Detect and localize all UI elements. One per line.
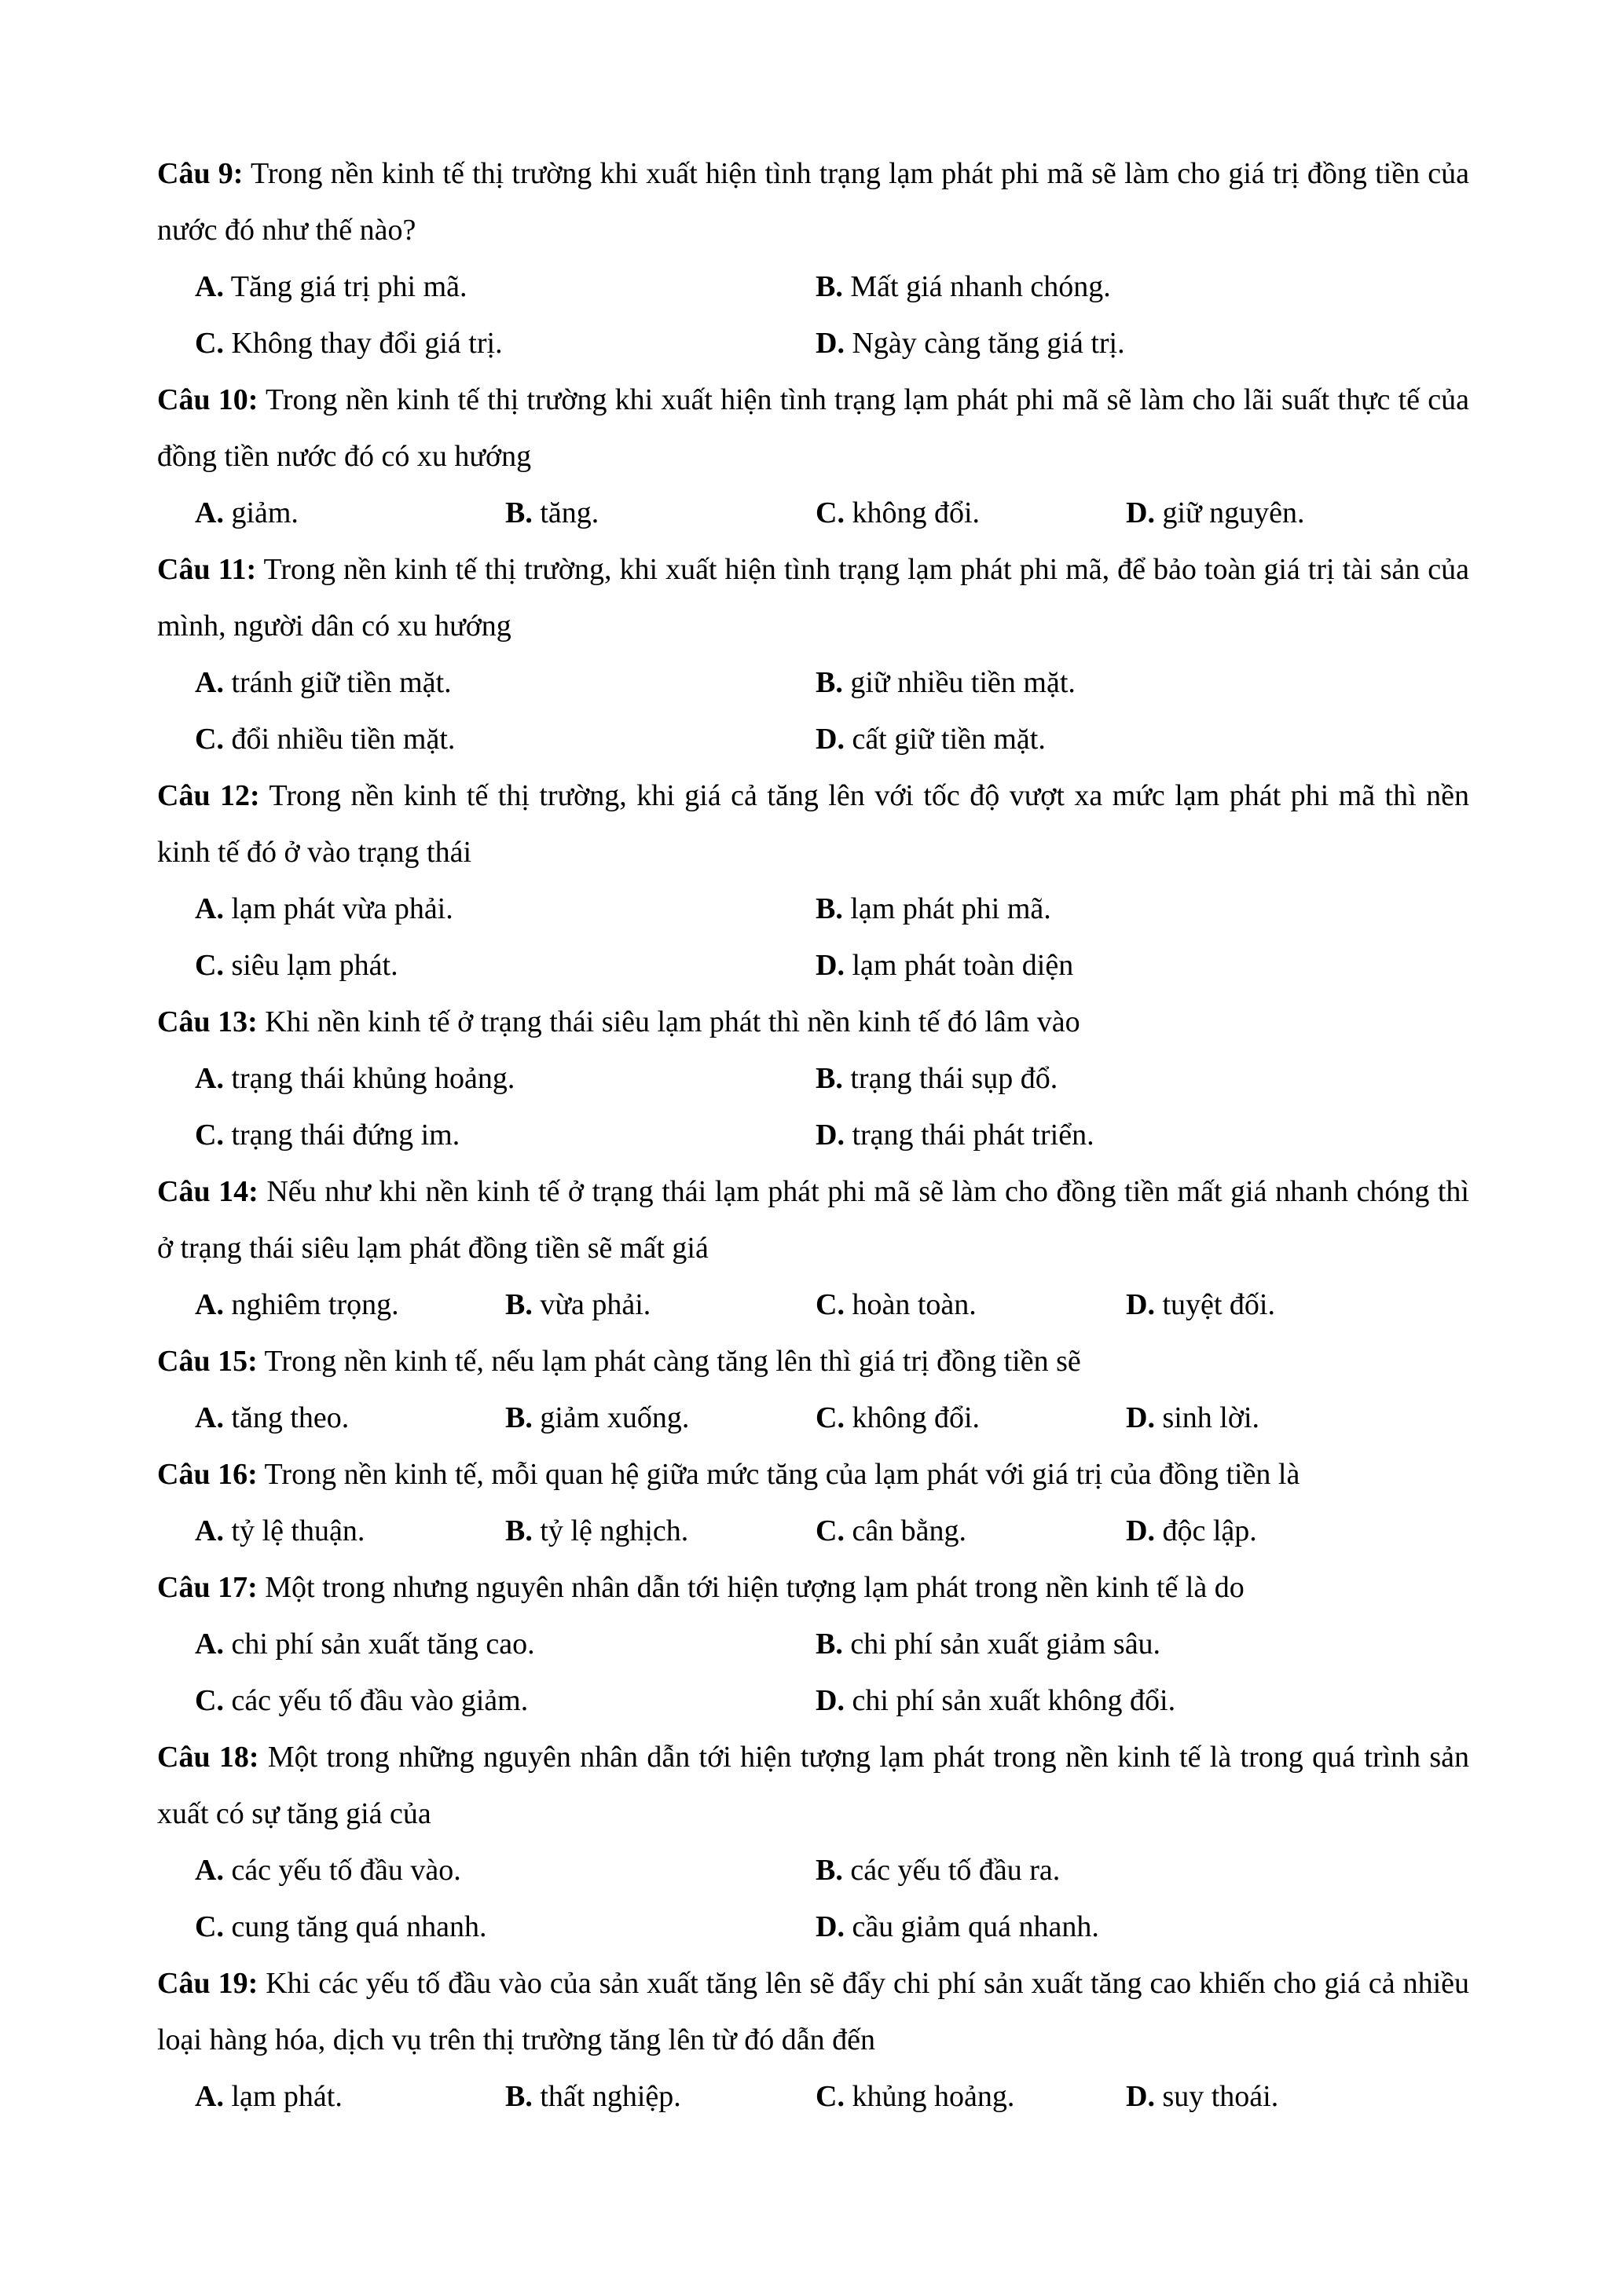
option-text: giảm. (223, 496, 299, 529)
option-letter: D. (1126, 2080, 1155, 2113)
option-text: Tăng giá trị phi mã. (223, 270, 467, 303)
question-text: Trong nền kinh tế, nếu lạm phát càng tăng lên thì giá trị đồng tiền sẽ (257, 1345, 1081, 1378)
question-number: Câu 15: (157, 1345, 258, 1378)
option-text: không đổi. (844, 496, 981, 529)
answer-options (195, 881, 1469, 994)
answer-option (1126, 1276, 1436, 1333)
answer-options (195, 654, 1469, 767)
question-block (157, 1333, 1469, 1446)
option-text: tuyệt đối. (1154, 1288, 1275, 1321)
option-letter: D. (816, 949, 845, 982)
option-text: các yếu tố đầu vào giảm. (223, 1684, 529, 1717)
option-letter: C. (816, 496, 845, 529)
option-text: tăng. (532, 496, 599, 529)
question-block (157, 1955, 1469, 2125)
option-text: trạng thái phát triển. (844, 1119, 1094, 1152)
answer-options (195, 1842, 1469, 1955)
question-text: Khi các yếu tố đầu vào của sản xuất tăng lên sẽ đẩy chi phí sản xuất tăng cao khiến cho giá cả nhiều loại hàng hóa, dịch vụ trên thị trường tăng lên từ đó dẫn đến (157, 1967, 1469, 2056)
option-text: siêu lạm phát. (223, 949, 398, 982)
option-text: thất nghiệp. (532, 2080, 681, 2113)
answer-option (195, 654, 816, 711)
option-letter: B. (505, 1288, 533, 1321)
option-letter: C. (195, 1684, 224, 1717)
option-text: Không thay đổi giá trị. (223, 327, 503, 360)
question-stem (157, 1333, 1469, 1390)
answer-option (195, 711, 816, 767)
question-block (157, 1163, 1469, 1333)
question-text: Trong nền kinh tế thị trường, khi xuất hiện tình trạng lạm phát phi mã, để bảo toàn giá trị tài sản của mình, người dân có xu hướng (157, 553, 1469, 643)
option-text: trạng thái khủng hoảng. (223, 1062, 515, 1095)
question-stem (157, 1729, 1469, 1842)
option-text: cung tăng quá nhanh. (223, 1910, 487, 1943)
answer-options (195, 485, 1469, 541)
option-letter: B. (816, 892, 843, 925)
question-number: Câu 12: (157, 779, 260, 812)
option-text: trạng thái sụp đổ. (842, 1062, 1058, 1095)
option-letter: D. (816, 723, 845, 756)
option-text: suy thoái. (1154, 2080, 1279, 2113)
option-letter: B. (816, 1854, 843, 1887)
answer-option (195, 881, 816, 937)
question-text: Một trong nhưng nguyên nhân dẫn tới hiện tượng lạm phát trong nền kinh tế là do (257, 1571, 1245, 1604)
answer-option (816, 485, 1126, 541)
answer-option (505, 2068, 816, 2125)
answer-option (195, 1842, 816, 1899)
option-letter: A. (195, 2080, 224, 2113)
option-letter: A. (195, 1854, 224, 1887)
answer-option (505, 1276, 816, 1333)
option-text: khủng hoảng. (844, 2080, 1015, 2113)
answer-option (505, 1503, 816, 1559)
answer-option (505, 485, 816, 541)
question-text: Trong nền kinh tế thị trường, khi giá cả tăng lên với tốc độ vượt xa mức lạm phát phi mã thì nền kinh tế đó ở vào trạng thái (157, 779, 1469, 869)
answer-option (816, 315, 1436, 372)
option-text: Mất giá nhanh chóng. (842, 270, 1111, 303)
option-text: giữ nhiều tiền mặt. (842, 666, 1076, 699)
answer-option (1126, 2068, 1436, 2125)
option-text: trạng thái đứng im. (223, 1119, 460, 1152)
question-block (157, 994, 1469, 1163)
option-letter: A. (195, 892, 224, 925)
question-block (157, 767, 1469, 994)
answer-option (816, 654, 1436, 711)
answer-option (195, 1616, 816, 1672)
answer-option (816, 2068, 1126, 2125)
answer-options (195, 1050, 1469, 1163)
question-text: Một trong những nguyên nhân dẫn tới hiện tượng lạm phát trong nền kinh tế là trong quá trình sản xuất có sự tăng giá của (157, 1741, 1470, 1830)
question-stem (157, 767, 1469, 881)
option-letter: C. (816, 1514, 845, 1547)
question-number: Câu 19: (157, 1967, 258, 2000)
option-letter: B. (816, 1062, 843, 1095)
option-letter: A. (195, 1628, 224, 1661)
question-stem (157, 1559, 1469, 1616)
question-stem (157, 541, 1469, 654)
answer-option (1126, 485, 1436, 541)
option-letter: C. (816, 1288, 845, 1321)
answer-options (195, 1616, 1469, 1729)
answer-options (195, 258, 1469, 372)
option-text: giảm xuống. (532, 1401, 690, 1434)
option-letter: C. (195, 1910, 224, 1943)
question-block (157, 1446, 1469, 1559)
option-letter: C. (816, 1401, 845, 1434)
question-block (157, 1559, 1469, 1729)
option-letter: D. (816, 1910, 845, 1943)
answer-option (195, 1672, 816, 1729)
option-text: chi phí sản xuất giảm sâu. (842, 1628, 1161, 1661)
answer-option (816, 1672, 1436, 1729)
option-letter: A. (195, 1514, 224, 1547)
question-stem (157, 372, 1469, 485)
answer-option (195, 2068, 505, 2125)
question-block (157, 541, 1469, 767)
answer-option (195, 1390, 505, 1446)
answer-options (195, 1390, 1469, 1446)
option-text: chi phí sản xuất tăng cao. (223, 1628, 535, 1661)
question-number: Câu 18: (157, 1741, 259, 1774)
answer-option (816, 1899, 1436, 1955)
option-text: các yếu tố đầu ra. (842, 1854, 1061, 1887)
option-text: các yếu tố đầu vào. (223, 1854, 461, 1887)
question-text: Nếu như khi nền kinh tế ở trạng thái lạm phát phi mã sẽ làm cho đồng tiền mất giá nhanh chóng thì ở trạng thái siêu lạm phát đồng tiền sẽ mất giá (157, 1175, 1469, 1265)
option-text: cân bằng. (844, 1514, 967, 1547)
question-number: Câu 17: (157, 1571, 258, 1604)
question-text: Trong nền kinh tế thị trường khi xuất hiện tình trạng lạm phát phi mã sẽ làm cho lãi suất thực tế của đồng tiền nước đó có xu hướng (157, 383, 1469, 473)
option-text: chi phí sản xuất không đổi. (844, 1684, 1176, 1717)
answer-option (816, 1050, 1436, 1107)
option-text: lạm phát toàn diện (844, 949, 1074, 982)
option-letter: D. (1126, 496, 1155, 529)
answer-option (195, 937, 816, 994)
option-letter: A. (195, 666, 224, 699)
answer-option (816, 1616, 1436, 1672)
option-text: vừa phải. (532, 1288, 651, 1321)
option-text: sinh lời. (1154, 1401, 1260, 1434)
option-letter: C. (195, 723, 224, 756)
answer-option (816, 711, 1436, 767)
option-text: tránh giữ tiền mặt. (223, 666, 452, 699)
option-letter: D. (816, 327, 845, 360)
option-letter: A. (195, 496, 224, 529)
answer-option (195, 1050, 816, 1107)
question-number: Câu 10: (157, 383, 258, 416)
question-block (157, 145, 1469, 372)
option-letter: B. (816, 1628, 843, 1661)
question-stem (157, 1955, 1469, 2068)
answer-option (816, 937, 1436, 994)
question-number: Câu 14: (157, 1175, 258, 1208)
answer-option (816, 258, 1436, 315)
option-text: lạm phát. (223, 2080, 343, 2113)
option-letter: B. (505, 496, 533, 529)
option-text: tỷ lệ nghịch. (532, 1514, 689, 1547)
option-text: tăng theo. (223, 1401, 350, 1434)
answer-option (195, 1899, 816, 1955)
option-letter: D. (1126, 1401, 1155, 1434)
option-letter: B. (505, 2080, 533, 2113)
question-number: Câu 13: (157, 1005, 258, 1038)
option-letter: B. (816, 666, 843, 699)
answer-option (195, 485, 505, 541)
answer-option (195, 1276, 505, 1333)
answer-option (816, 1107, 1436, 1163)
option-text: tỷ lệ thuận. (223, 1514, 365, 1547)
option-letter: C. (816, 2080, 845, 2113)
answer-option (816, 1390, 1126, 1446)
option-letter: B. (505, 1514, 533, 1547)
option-letter: A. (195, 1288, 224, 1321)
answer-option (816, 1503, 1126, 1559)
question-block (157, 372, 1469, 541)
question-text: Khi nền kinh tế ở trạng thái siêu lạm phát thì nền kinh tế đó lâm vào (257, 1005, 1080, 1038)
question-sheet (157, 145, 1469, 2125)
answer-option (195, 1503, 505, 1559)
question-stem (157, 145, 1469, 258)
option-text: lạm phát phi mã. (842, 892, 1051, 925)
option-letter: D. (1126, 1288, 1155, 1321)
question-text: Trong nền kinh tế, mỗi quan hệ giữa mức tăng của lạm phát với giá trị của đồng tiền là (257, 1458, 1300, 1491)
answer-option (195, 258, 816, 315)
question-number: Câu 9: (157, 157, 244, 190)
option-text: hoàn toàn. (844, 1288, 977, 1321)
question-stem (157, 1163, 1469, 1276)
question-number: Câu 11: (157, 553, 257, 586)
option-text: cầu giảm quá nhanh. (844, 1910, 1099, 1943)
option-text: lạm phát vừa phải. (223, 892, 453, 925)
question-block (157, 1729, 1469, 1955)
question-number: Câu 16: (157, 1458, 258, 1491)
answer-option (195, 315, 816, 372)
option-letter: D. (816, 1684, 845, 1717)
option-text: nghiêm trọng. (223, 1288, 399, 1321)
answer-options (195, 1276, 1469, 1333)
option-text: không đổi. (844, 1401, 981, 1434)
answer-options (195, 2068, 1469, 2125)
option-text: độc lập. (1154, 1514, 1257, 1547)
option-letter: A. (195, 270, 224, 303)
question-text: Trong nền kinh tế thị trường khi xuất hiện tình trạng lạm phát phi mã sẽ làm cho giá trị đồng tiền của nước đó như thế nào? (157, 157, 1470, 247)
option-letter: C. (195, 949, 224, 982)
option-letter: A. (195, 1401, 224, 1434)
question-stem (157, 1446, 1469, 1503)
question-stem (157, 994, 1469, 1050)
answer-option (505, 1390, 816, 1446)
answer-option (816, 1276, 1126, 1333)
option-letter: A. (195, 1062, 224, 1095)
answer-option (1126, 1390, 1436, 1446)
option-letter: B. (816, 270, 843, 303)
option-letter: B. (505, 1401, 533, 1434)
option-text: giữ nguyên. (1154, 496, 1305, 529)
option-text: đổi nhiều tiền mặt. (223, 723, 456, 756)
option-letter: D. (1126, 1514, 1155, 1547)
option-letter: D. (816, 1119, 845, 1152)
option-text: Ngày càng tăng giá trị. (844, 327, 1125, 360)
option-letter: C. (195, 1119, 224, 1152)
answer-option (1126, 1503, 1436, 1559)
answer-option (816, 1842, 1436, 1899)
option-letter: C. (195, 327, 224, 360)
option-text: cất giữ tiền mặt. (844, 723, 1046, 756)
answer-options (195, 1503, 1469, 1559)
answer-option (195, 1107, 816, 1163)
answer-option (816, 881, 1436, 937)
